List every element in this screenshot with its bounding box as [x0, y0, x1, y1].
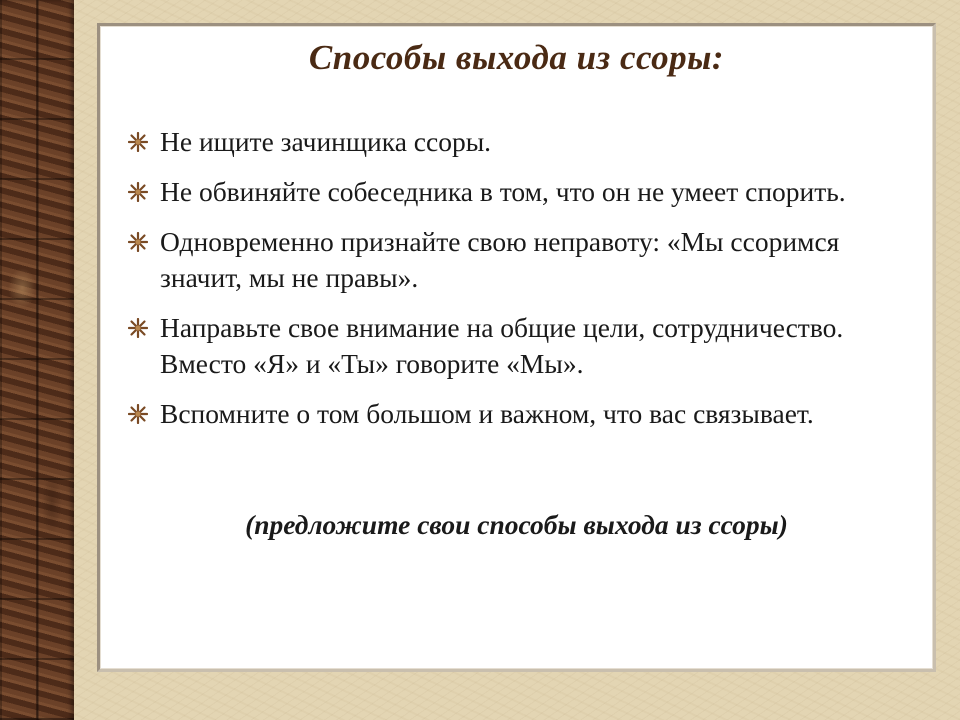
suggestion-note: (предложите свои способы выхода из ссоры): [245, 509, 788, 540]
slide-title: Способы выхода из ссоры:: [308, 38, 725, 77]
list-item: [124, 124, 914, 160]
bullet-text: Направьте свое внимание на общие цели, сотрудничество. Вместо «Я» и «Ты» говорите «Мы».: [160, 312, 844, 379]
star-bullet-icon: [128, 132, 148, 152]
slide-content-card: [97, 23, 936, 672]
list-item: [124, 396, 914, 432]
list-item: [124, 310, 914, 382]
list-item: [124, 174, 914, 210]
star-bullet-icon: [128, 182, 148, 202]
star-bullet-icon: [128, 404, 148, 424]
bullet-text: Не обвиняйте собеседника в том, что он не умеет спорить.: [160, 176, 846, 207]
list-item: [124, 224, 914, 296]
star-bullet-icon: [128, 318, 148, 338]
bullet-text: Не ищите зачинщика ссоры.: [160, 126, 492, 157]
bullet-text: Вспомните о том большом и важном, что вас связывает.: [160, 398, 814, 429]
strip-seam: [36, 0, 38, 720]
star-bullet-icon: [128, 232, 148, 252]
bullet-list: [124, 124, 914, 446]
decorative-side-strip: [0, 0, 74, 720]
bullet-text: Одновременно признайте свою неправоту: «Мы ссоримся значит, мы не правы».: [160, 226, 840, 293]
